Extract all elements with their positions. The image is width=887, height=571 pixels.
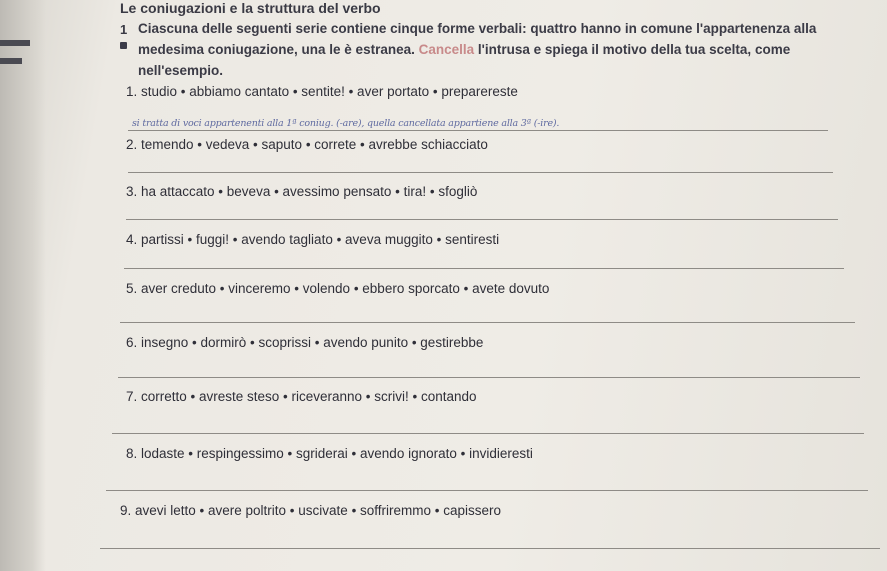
exercise-item: 5. aver creduto • vinceremo • volendo • ebbero sporcato • avete dovuto [126,281,550,296]
answer-line [124,268,844,269]
answer-line [128,172,833,173]
exercise-item: 1. studio • abbiamo cantato • sentite! • aver portato • preparereste [126,84,518,99]
answer-line [128,130,828,131]
exercise-item: 6. insegno • dormirò • scoprissi • avendo punito • gestirebbe [126,335,484,350]
exercise-item: 3. ha attaccato • beveva • avessimo pensato • tira! • sfogliò [126,184,478,199]
exercise-item: 9. avevi letto • avere poltrito • uscivate • soffriremmo • capissero [120,503,502,518]
instruction-highlight: Cancella [418,42,475,57]
section-title: Le coniugazioni e la struttura del verbo [120,0,381,16]
answer-line [106,490,868,491]
binding-mark [0,40,30,46]
instruction-text: l'intrusa e spiega il motivo della tua scelta, come nell'esempio. [138,42,791,78]
instruction-text: Ciascuna delle seguenti serie contiene cinque forme verbali: quattro hanno in comune l'appartenenza alla medesima coniugazione, una le è estranea. [138,21,817,57]
exercise-number: 1 [120,22,128,37]
answer-line [112,433,864,434]
exercise-item: 4. partissi • fuggi! • avendo tagliato • aveva muggito • sentiresti [126,232,500,247]
answer-line [100,548,880,549]
binding-mark [0,58,22,64]
exercise-item: 2. temendo • vedeva • saputo • correte • avrebbe schiacciato [126,137,488,152]
exercise-item: 8. lodaste • respingessimo • sgriderai • avendo ignorato • invidieresti [126,446,533,461]
exercise-bullet-icon [120,42,127,49]
answer-line [120,322,855,323]
exercise-item: 7. corretto • avreste steso • riceveranno • scrivi! • contando [126,389,477,404]
answer-line [126,219,838,220]
answer-line [118,377,860,378]
page-fold-shadow [0,0,46,571]
handwritten-answer: si tratta di voci appartenenti alla 1ª coniug. (-are), quella cancellata appartiene alla 3ª (-ire). [132,118,560,129]
exercise-instruction [138,18,838,81]
